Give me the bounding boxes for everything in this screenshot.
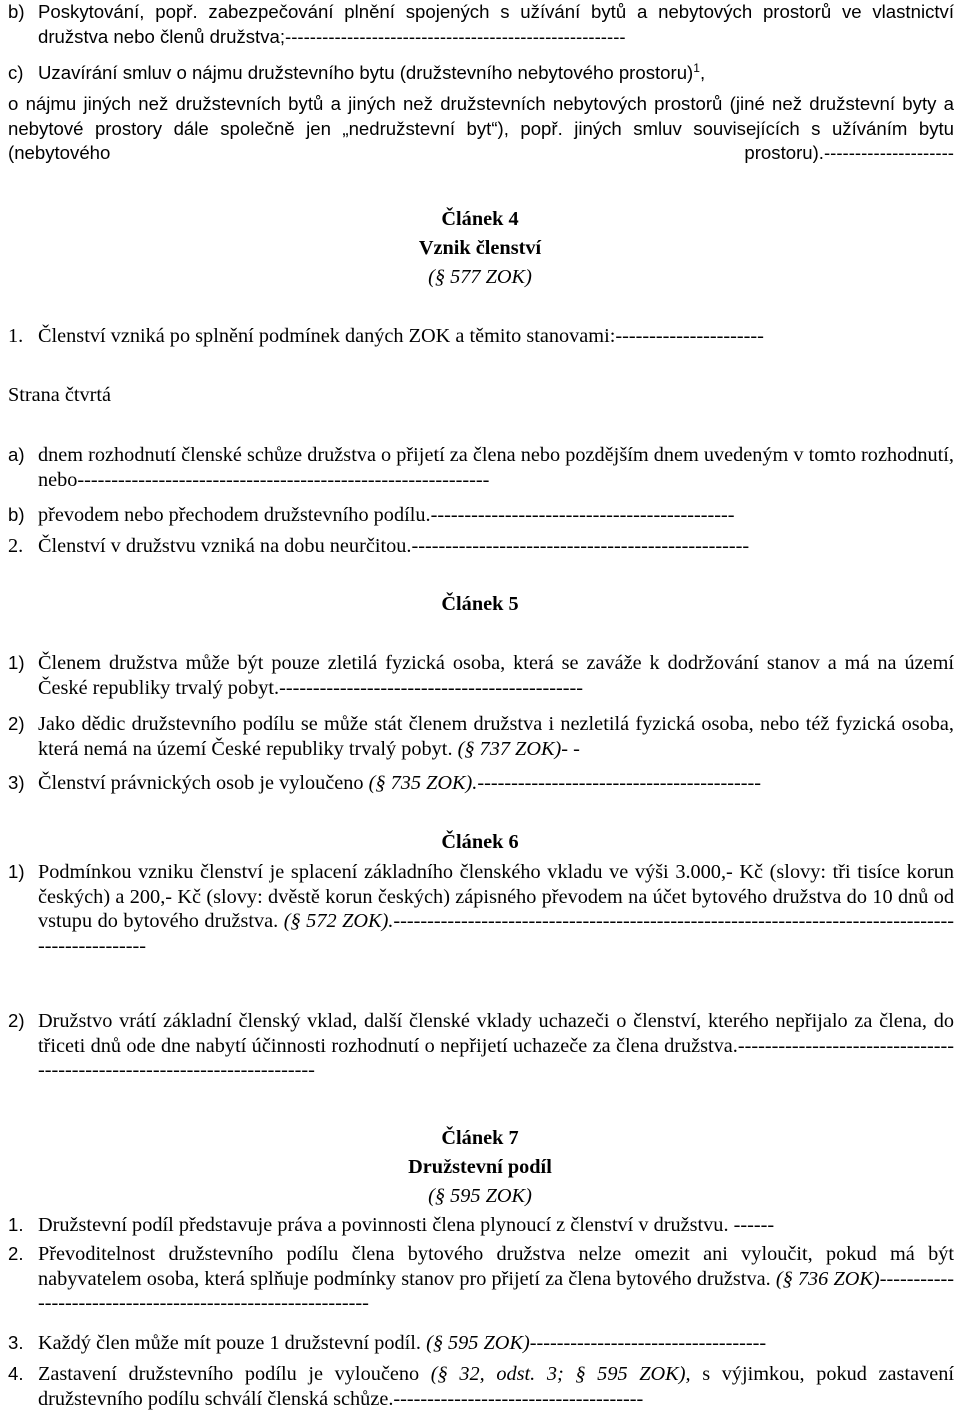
dash-filler: - - xyxy=(561,737,580,760)
article-5-para-1 xyxy=(8,651,954,700)
item-label: 2) xyxy=(8,1010,25,1031)
item-text: Poskytování, popř. zabezpečování plnění spojených s užívání bytů a nebytových prostorů ve vlastnictví družstva nebo členů družstva;------------------------------------------------------- xyxy=(38,1,954,47)
item-text: Podmínkou vzniku členství je splacení základního členského vkladu ve výši 3.000,- Kč (slovy: tři tisíce korun českých) a 200,- Kč (slovy: dvěstě korun českých) zápisného převodem na účet bytového družstva do 10 dnů od vstupu do bytového družstva. xyxy=(38,861,954,933)
article-4-item-a xyxy=(8,443,954,492)
item-text: Členem družstva může být pouze zletilá fyzická osoba, která se zaváže k dodržování stanov a má na území České republiky trvalý pobyt.--------------------------------------------- xyxy=(38,652,954,699)
item-text: Členství v družstvu vzniká na dobu neurčitou.-------------------------------------------------- xyxy=(38,535,750,557)
item-text: dnem rozhodnutí členské schůze družstva o přijetí za člena nebo pozdějším dnem uvedeným v tomto rozhodnutí, nebo------------------------------------------------------------- xyxy=(38,444,954,491)
item-label: 1. xyxy=(8,1214,24,1235)
item-text: Jako dědic družstevního podílu se může stát členem družstva i nezletilá fyzická osoba, nebo též fyzická osoba, která nemá na území České republiky trvalý pobyt. xyxy=(38,713,954,760)
law-reference: (§ 736 ZOK) xyxy=(775,1267,880,1290)
article-7-title: Článek 7 xyxy=(441,1127,519,1149)
article-6-title: Článek 6 xyxy=(441,831,519,853)
item-text-wrap xyxy=(38,860,954,958)
item-label: 1. xyxy=(8,325,24,347)
article-5-title: Článek 5 xyxy=(441,593,519,615)
article-4-title: Článek 4 xyxy=(441,208,519,230)
item-text: Převoditelnost družstevního podílu člena bytového družstva nelze omezit ani vyloučit, pokud má být nabyvatelem osoba, která splňuje podmínky stanov pro přijetí za člena bytového družstva. xyxy=(38,1243,954,1290)
dash-filler: ------------------------------------------------------------ xyxy=(38,1267,954,1315)
article-4-subtitle: Vznik členství xyxy=(418,237,542,259)
item-label: a) xyxy=(8,444,25,465)
article-7-ref: (§ 595 ZOK) xyxy=(428,1185,532,1207)
item-text: o nájmu jiných než družstevních bytů a jiných než družstevních nebytových prostorů (jiné než družstevní byty a nebytové prostory dále společně jen „nedružstevní byt“), popř. jiných smluv souvisejících s užíváním bytu (nebytového prostoru).--------------------- xyxy=(8,93,954,164)
intro-item-c xyxy=(8,61,954,86)
item-text: Členství vzniká po splnění podmínek daných ZOK a těmito stanovami:---------------------- xyxy=(38,325,764,347)
article-4-item-b xyxy=(8,503,954,528)
article-4-para-2 xyxy=(8,534,954,559)
item-text-punct: , xyxy=(699,62,706,83)
article-4-para-1 xyxy=(8,324,954,349)
intro-item-c-rest xyxy=(8,92,954,166)
item-label: 2) xyxy=(8,713,25,734)
law-reference: (§ 595 ZOK) xyxy=(426,1332,530,1354)
dash-filler: --------------------------------------------------------------------------------------------------- xyxy=(38,910,954,957)
article-5-para-3 xyxy=(8,771,954,796)
item-text: Uzavírání smluv o nájmu družstevního bytu (družstevního nebytového prostoru) xyxy=(38,62,694,83)
item-text-wrap xyxy=(38,1362,954,1422)
item-text: Družstvo vrátí základní členský vklad, další členské vklady uchazeči o členství, kterého nepřijalo za člena, do třiceti dnů ode dne nabytí účinnosti rozhodnutí o nepřijetí uchazeče za člena družstva.------------------------------------------------------------------------- xyxy=(38,1010,954,1082)
item-text-continued: s výjimkou, pokud zastavení družstevního podílu schválí členská schůze.------------------------------------- xyxy=(38,1363,954,1410)
item-text-first-line xyxy=(38,61,954,86)
item-label: 2. xyxy=(8,1243,24,1264)
item-label: 3) xyxy=(8,772,25,793)
article-7-subtitle: Družstevní podíl xyxy=(408,1156,552,1178)
item-label: 1) xyxy=(8,652,25,673)
page-variant-label: Strana čtvrtá xyxy=(8,384,112,406)
item-label: b) xyxy=(8,1,25,22)
article-4-ref: (§ 577 ZOK) xyxy=(428,266,532,288)
article-7-para-1 xyxy=(8,1213,954,1238)
item-text: Družstevní podíl představuje práva a povinnosti člena plynoucí z členství v družstvu. ------ xyxy=(38,1214,775,1236)
law-reference: (§ 735 ZOK). xyxy=(368,772,478,794)
item-text: Zastavení družstevního podílu je vyloučeno xyxy=(38,1363,420,1385)
article-5-para-2 xyxy=(8,712,954,761)
law-reference: (§ 32, odst. 3; § 595 ZOK), xyxy=(430,1363,691,1385)
item-text-wrap xyxy=(38,1331,954,1356)
article-7-para-4 xyxy=(8,1362,954,1422)
article-6-para-1 xyxy=(8,860,954,958)
law-reference: (§ 572 ZOK). xyxy=(283,910,394,933)
article-7-para-2 xyxy=(8,1242,954,1316)
item-text-wrap xyxy=(38,771,954,796)
article-6-para-2 xyxy=(8,1009,954,1083)
article-7-para-3 xyxy=(8,1331,954,1356)
item-text: Členství právnických osob je vyloučeno xyxy=(38,772,364,794)
item-text: Každý člen může mít pouze 1 družstevní podíl. xyxy=(38,1332,421,1354)
dash-filler: ------------------------------------------ xyxy=(477,772,762,794)
item-label: 3. xyxy=(8,1332,24,1353)
dash-filler: ----------------------------------- xyxy=(529,1332,767,1354)
item-label: 2. xyxy=(8,535,24,557)
item-text-wrap xyxy=(38,1242,954,1316)
item-label: c) xyxy=(8,62,24,83)
item-label: 1) xyxy=(8,861,25,882)
intro-item-b xyxy=(8,0,954,49)
item-text-wrap xyxy=(38,712,954,761)
item-label: 4. xyxy=(8,1363,24,1384)
item-label: b) xyxy=(8,504,25,525)
footnote-marker[interactable]: 1 xyxy=(693,60,700,75)
law-reference: (§ 737 ZOK) xyxy=(457,737,562,760)
item-text: převodem nebo přechodem družstevního podílu.--------------------------------------------- xyxy=(38,504,735,526)
